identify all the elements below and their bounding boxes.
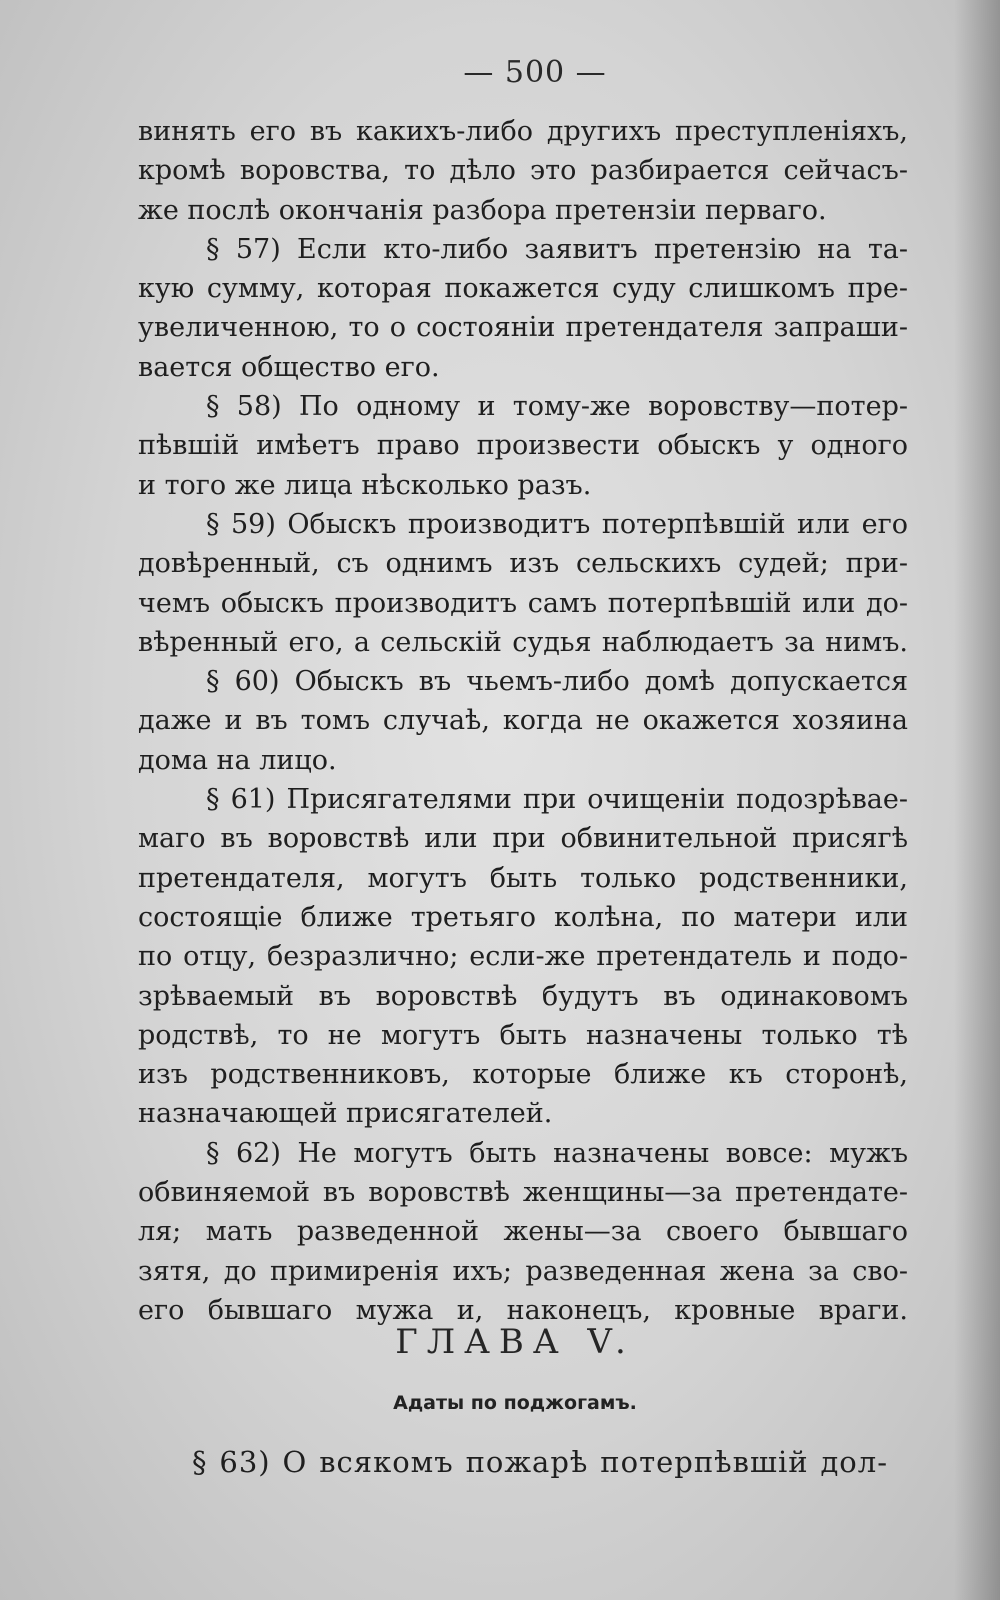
paragraph-57-start: § 57) Если кто-либо заявитъ претензію на та-: [206, 233, 908, 265]
chapter-title: ГЛАВА V.: [395, 1322, 635, 1362]
text-line: довѣренный, съ однимъ изъ сельскихъ судей; при-: [138, 548, 908, 580]
text-line: претендателя, могутъ быть только родственники,: [138, 862, 908, 894]
paragraph-60-start: § 60) Обыскъ въ чьемъ-либо домѣ допускается: [206, 666, 908, 698]
text-line: дома на лицо.: [138, 744, 337, 776]
text-line: маго въ воровствѣ или при обвинительной присягѣ: [138, 823, 908, 855]
body-text: [138, 112, 908, 1330]
text-line: зрѣваемый въ воровствѣ будутъ въ одинаковомъ: [138, 980, 908, 1012]
text-line: винять его въ какихъ-либо другихъ преступленіяхъ,: [138, 116, 908, 147]
text-line: же послѣ окончанія разбора претензіи перваго.: [138, 194, 827, 226]
text-line: пѣвшій имѣетъ право произвести обыскъ у одного: [138, 430, 908, 462]
text-line: даже и въ томъ случаѣ, когда не окажется хозяина: [138, 705, 908, 737]
text-line: изъ родственниковъ, которые ближе къ сторонѣ,: [138, 1059, 908, 1091]
text-line: кромѣ воровства, то дѣло это разбирается сейчасъ-: [138, 155, 908, 187]
text-line: назначающей присягателей.: [138, 1098, 553, 1130]
text-line: и того же лица нѣсколько разъ.: [138, 469, 592, 501]
text-line: зятя, до примиренія ихъ; разведенная жена за сво-: [138, 1255, 908, 1287]
text-line: кую сумму, которая покажется суду слишкомъ пре-: [138, 273, 908, 305]
page-number: — 500 —: [463, 55, 607, 90]
text-line: по отцу, безразлично; если-же претендатель и подо-: [138, 941, 908, 973]
text-line: обвиняемой въ воровствѣ женщины—за претендате-: [138, 1177, 908, 1209]
text-line: увеличенною, то о состояніи претендателя запраши-: [138, 312, 908, 344]
text-line: ля; мать разведенной жены—за своего бывшаго: [138, 1216, 908, 1248]
paragraph-61-start: § 61) Присягателями при очищеніи подозрѣвае-: [206, 784, 908, 816]
text-line: чемъ обыскъ производитъ самъ потерпѣвшій или до-: [138, 587, 908, 619]
text-line: его бывшаго мужа и, наконецъ, кровные враги.: [138, 1294, 908, 1326]
text-line: вѣренный его, а сельскій судья наблюдаетъ за нимъ.: [138, 626, 908, 658]
paragraph-59-start: § 59) Обыскъ производитъ потерпѣвшій или его: [206, 508, 908, 540]
paragraph-58-start: § 58) По одному и тому-же воровству—потер-: [206, 391, 908, 423]
text-line: родствѣ, то не могутъ быть назначены только тѣ: [138, 1019, 908, 1051]
paragraph-63-start: § 63) О всякомъ пожарѣ потерпѣвшій дол-: [192, 1445, 888, 1479]
chapter-subtitle: Адаты по поджогамъ.: [393, 1392, 637, 1414]
text-line: вается общество его.: [138, 351, 440, 383]
paragraph-62-start: § 62) Не могутъ быть назначены вовсе: мужъ: [206, 1137, 908, 1169]
text-line: состоящіе ближе третьяго колѣна, по матери или: [138, 901, 908, 933]
